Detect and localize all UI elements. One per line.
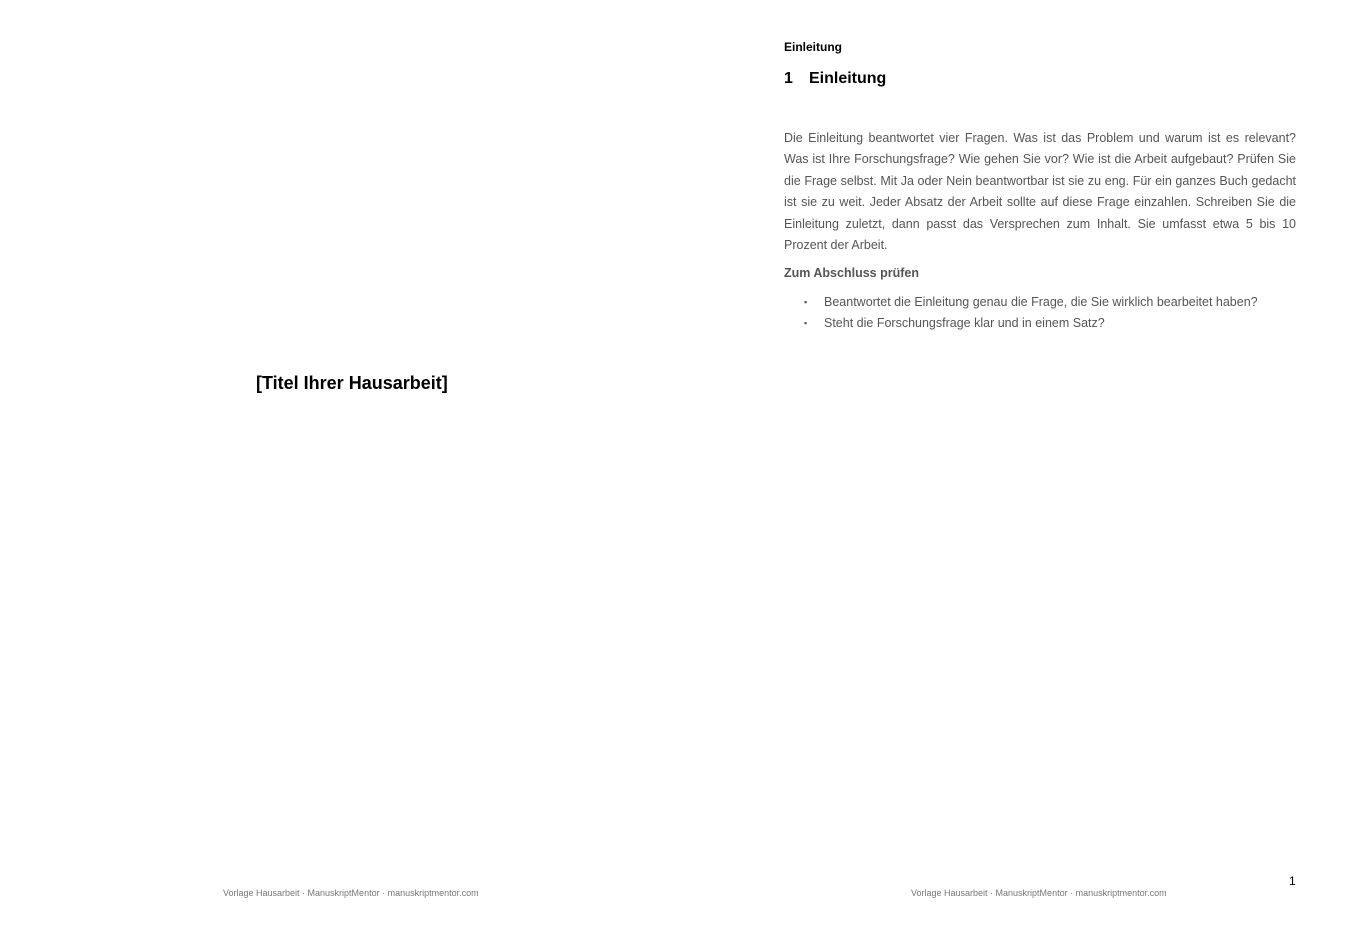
square-bullet-icon: ▪ [804, 318, 808, 329]
checklist-item [784, 292, 1304, 313]
checklist-item [784, 313, 1304, 334]
chapter-title: Einleitung [809, 70, 887, 87]
checklist-heading: Zum Abschluss prüfen [784, 266, 919, 280]
running-head: Einleitung [784, 40, 842, 54]
chapter-page [680, 0, 1360, 951]
intro-paragraph: Die Einleitung beantwortet vier Fragen. Was ist das Problem und warum ist es relevant? Was ist Ihre Forschungsfrage? Wie gehen Sie vor? Wie ist die Arbeit aufgebaut? Prüfen Sie die Frage selbst. Mit Ja oder Nein beantwortbar ist sie zu eng. Für ein ganzes Buch gedacht ist sie zu weit. Jeder Absatz der Arbeit sollte auf diese Frage einzahlen. Schreiben Sie die Einleitung zuletzt, dann passt das Versprechen zum Inhalt. Sie umfasst etwa 5 bis 10 Prozent der Arbeit. [784, 131, 1296, 253]
cover-title: [Titel Ihrer Hausarbeit] [256, 373, 448, 393]
chapter-number: 1 [784, 70, 793, 87]
chapter-heading [784, 70, 886, 88]
checklist [784, 292, 1304, 335]
checklist-item-text: Beantwortet die Einleitung genau die Frage, die Sie wirklich bearbeitet haben? [824, 295, 1258, 309]
cover-footer: Vorlage Hausarbeit · ManuskriptMentor · manuskriptmentor.com [223, 888, 479, 898]
checklist-item-text: Steht die Forschungsfrage klar und in einem Satz? [824, 316, 1105, 331]
page-number: 1 [1289, 874, 1296, 888]
chapter-footer: Vorlage Hausarbeit · ManuskriptMentor · manuskriptmentor.com [911, 888, 1167, 898]
square-bullet-icon: ▪ [804, 297, 808, 307]
